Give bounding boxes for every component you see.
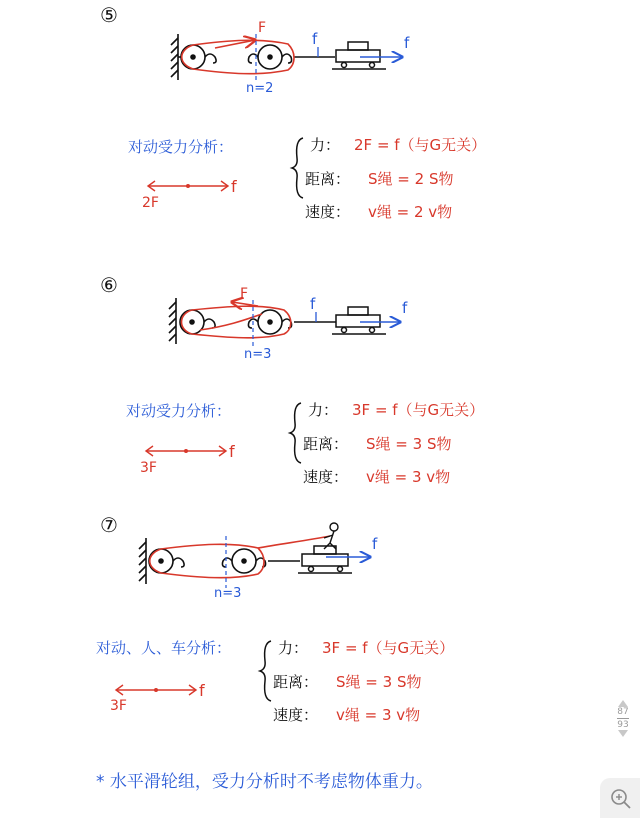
relation-label: 距离： <box>303 435 349 453</box>
page-up-icon[interactable] <box>618 700 628 707</box>
force-left-label: 2F <box>142 195 159 211</box>
force-right-label: f <box>231 177 237 196</box>
analysis-title: 对动受力分析： <box>128 138 234 156</box>
cart-icon <box>332 307 386 334</box>
brace <box>292 138 303 198</box>
rope-count-label: n=3 <box>244 347 272 362</box>
example-5 <box>100 3 486 221</box>
example-number: ⑦ <box>100 513 118 537</box>
relation-label: 速度： <box>305 203 351 221</box>
force-left-label: 3F <box>110 698 127 714</box>
relation-value: 2F = f（与G无关） <box>354 136 487 154</box>
relation-label: 力： <box>310 136 341 154</box>
analysis-title: 对动、人、车分析： <box>96 639 232 657</box>
relation-value: S绳 = 3 S物 <box>366 435 452 453</box>
zoom-button[interactable] <box>600 778 640 818</box>
relation-label: 速度： <box>273 706 319 724</box>
pulley-icon <box>149 549 300 573</box>
relation-value: S绳 = 3 S物 <box>336 673 422 691</box>
zoom-in-icon <box>600 778 640 818</box>
friction-label: f <box>310 295 316 313</box>
relation-value: v绳 = 3 v物 <box>336 706 421 724</box>
pull-force-label: F <box>240 286 249 302</box>
page-navigator <box>610 700 636 737</box>
point-mass <box>184 449 188 453</box>
page-down-icon[interactable] <box>618 730 628 737</box>
force-left-label: 3F <box>140 460 157 476</box>
pull-force-label: F <box>258 20 267 36</box>
force-right-label: f <box>199 681 205 700</box>
force-right-label: f <box>229 442 235 461</box>
point-mass <box>154 688 158 692</box>
friction-label: f <box>312 30 318 48</box>
relation-value: S绳 = 2 S物 <box>368 170 454 188</box>
example-6 <box>100 273 484 486</box>
pulley-icon <box>180 310 336 334</box>
pull-label: f <box>404 34 410 52</box>
brace <box>290 403 301 463</box>
relation-value: v绳 = 3 v物 <box>366 468 451 486</box>
relation-value: 3F = f（与G无关） <box>322 639 455 657</box>
example-number: ⑥ <box>100 273 118 297</box>
rope-count-label: n=3 <box>214 586 242 601</box>
page-separator <box>617 718 629 719</box>
point-mass <box>186 184 190 188</box>
current-page: 87 <box>617 707 629 717</box>
relation-label: 速度： <box>303 468 349 486</box>
relation-label: 距离： <box>273 673 319 691</box>
footnote: * 水平滑轮组，受力分析时不考虑物体重力。 <box>96 772 433 792</box>
relation-value: 3F = f（与G无关） <box>352 401 485 419</box>
wall-icon <box>169 298 176 344</box>
rope <box>182 40 294 74</box>
relation-value: v绳 = 2 v物 <box>368 203 453 221</box>
wall-icon <box>171 34 178 80</box>
relation-label: 力： <box>278 639 309 657</box>
relation-label: 力： <box>308 401 339 419</box>
cart-icon <box>298 546 352 573</box>
wall-icon <box>139 538 146 584</box>
rope-count-label: n=2 <box>246 81 274 96</box>
example-number: ⑤ <box>100 3 118 27</box>
total-pages: 93 <box>617 720 629 730</box>
pull-label: f <box>372 535 378 553</box>
cart-icon <box>332 42 386 69</box>
pull-label: f <box>402 299 408 317</box>
relation-label: 距离： <box>305 170 351 188</box>
example-7 <box>96 513 454 724</box>
analysis-title: 对动受力分析： <box>126 402 232 420</box>
brace <box>260 641 271 701</box>
